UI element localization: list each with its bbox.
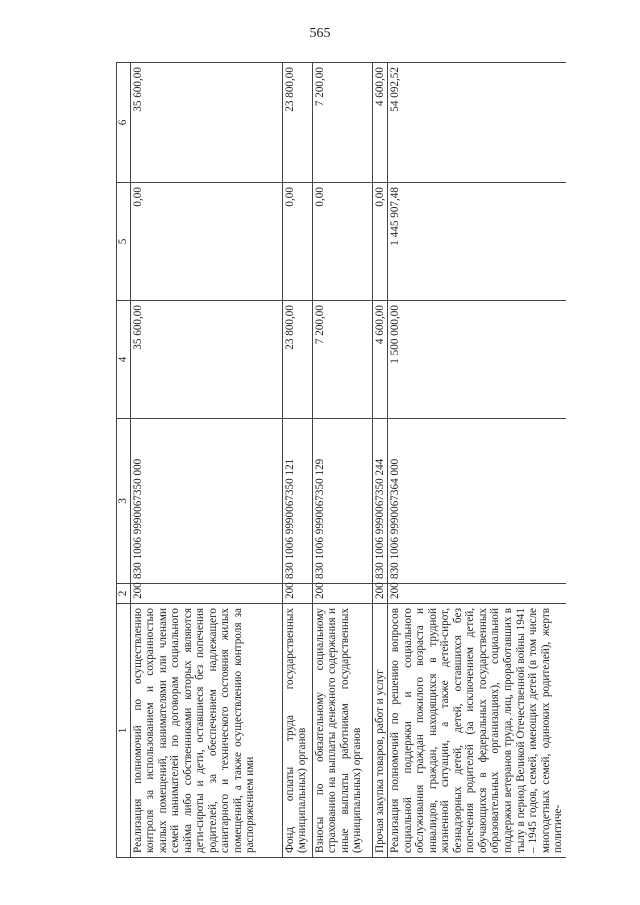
row-rest: 35 600,00: [130, 63, 282, 183]
row-code: 830 1006 9990067350 000: [130, 419, 282, 584]
row-code: 830 1006 9990067350 244: [372, 419, 388, 584]
row-ved: 200: [130, 584, 282, 604]
row-done: 1 445 907,48: [388, 183, 566, 301]
row-plan: 7 200,00: [312, 301, 372, 419]
table-row: [130, 63, 282, 858]
row-plan: 4 600,00: [372, 301, 388, 419]
row-rest: 23 800,00: [282, 63, 312, 183]
row-done: 0,00: [312, 183, 372, 301]
row-ved: 200: [282, 584, 312, 604]
table-row: [372, 63, 388, 858]
row-done: 0,00: [372, 183, 388, 301]
budget-table-rotated: [116, 63, 565, 858]
budget-table: [116, 62, 566, 858]
row-done: 0,00: [282, 183, 312, 301]
row-rest: 7 200,00: [312, 63, 372, 183]
col-header-1: 1: [117, 604, 131, 858]
row-plan: 1 500 000,00: [388, 301, 566, 419]
page-number: 565: [309, 26, 331, 41]
col-header-4: 4: [117, 301, 131, 419]
row-ved: 200: [372, 584, 388, 604]
col-header-3: 3: [117, 419, 131, 584]
row-ved: 200: [312, 584, 372, 604]
row-name: Реализация полномочий по решению вопросов социальной поддержки и социального обслуживания граждан пожилого возраста и инвалидов, граждан, находящихся в трудной жизненной ситуации, а также детей-сирот, безнадзорных детей, детей, оставшихся без попечения родителей (за исключением детей, обучающихся в федеральных государственных образовательных организациях), социальной поддержки ветеранов труда, лиц, проработавших в тылу в период Великой Отечественной войны 1941 – 1945 годов, семей, имеющих детей (в том числе многодетных семей, одиноких родителей), жертв политиче-: [388, 604, 566, 858]
table-row: [312, 63, 372, 858]
row-ved: 200: [388, 584, 566, 604]
row-name: Фонд оплаты труда государственных (муниципальных) органов: [282, 604, 312, 858]
table-header-row: [117, 63, 131, 858]
row-name: Прочая закупка товаров, работ и услуг: [372, 604, 388, 858]
row-code: 830 1006 9990067350 129: [312, 419, 372, 584]
row-plan: 23 800,00: [282, 301, 312, 419]
col-header-5: 5: [117, 183, 131, 301]
row-code: 830 1006 9990067350 121: [282, 419, 312, 584]
row-rest: 54 092,52: [388, 63, 566, 183]
table-row: [282, 63, 312, 858]
col-header-2: 2: [117, 584, 131, 604]
row-name: Реализация полномочий по осуществлению контроля за использованием и сохранностью жилых помещений, нанимателями или членами семей нанимателей по договорам социального найма либо собственниками которых являются дети-сироты и дети, оставшиеся без попечения родителей, за обеспечением надлежащего санитарного и технического состояния жилых помещений, а также осуществлению контроля за распоряжением ими: [130, 604, 282, 858]
row-rest: 4 600,00: [372, 63, 388, 183]
table-row: [388, 63, 566, 858]
row-plan: 35 600,00: [130, 301, 282, 419]
row-code: 830 1006 9990067364 000: [388, 419, 566, 584]
row-name: Взносы по обязательному социальному страхованию на выплаты денежного содержания и иные выплаты работникам государственных (муниципальных) органов: [312, 604, 372, 858]
col-header-6: 6: [117, 63, 131, 183]
row-done: 0,00: [130, 183, 282, 301]
